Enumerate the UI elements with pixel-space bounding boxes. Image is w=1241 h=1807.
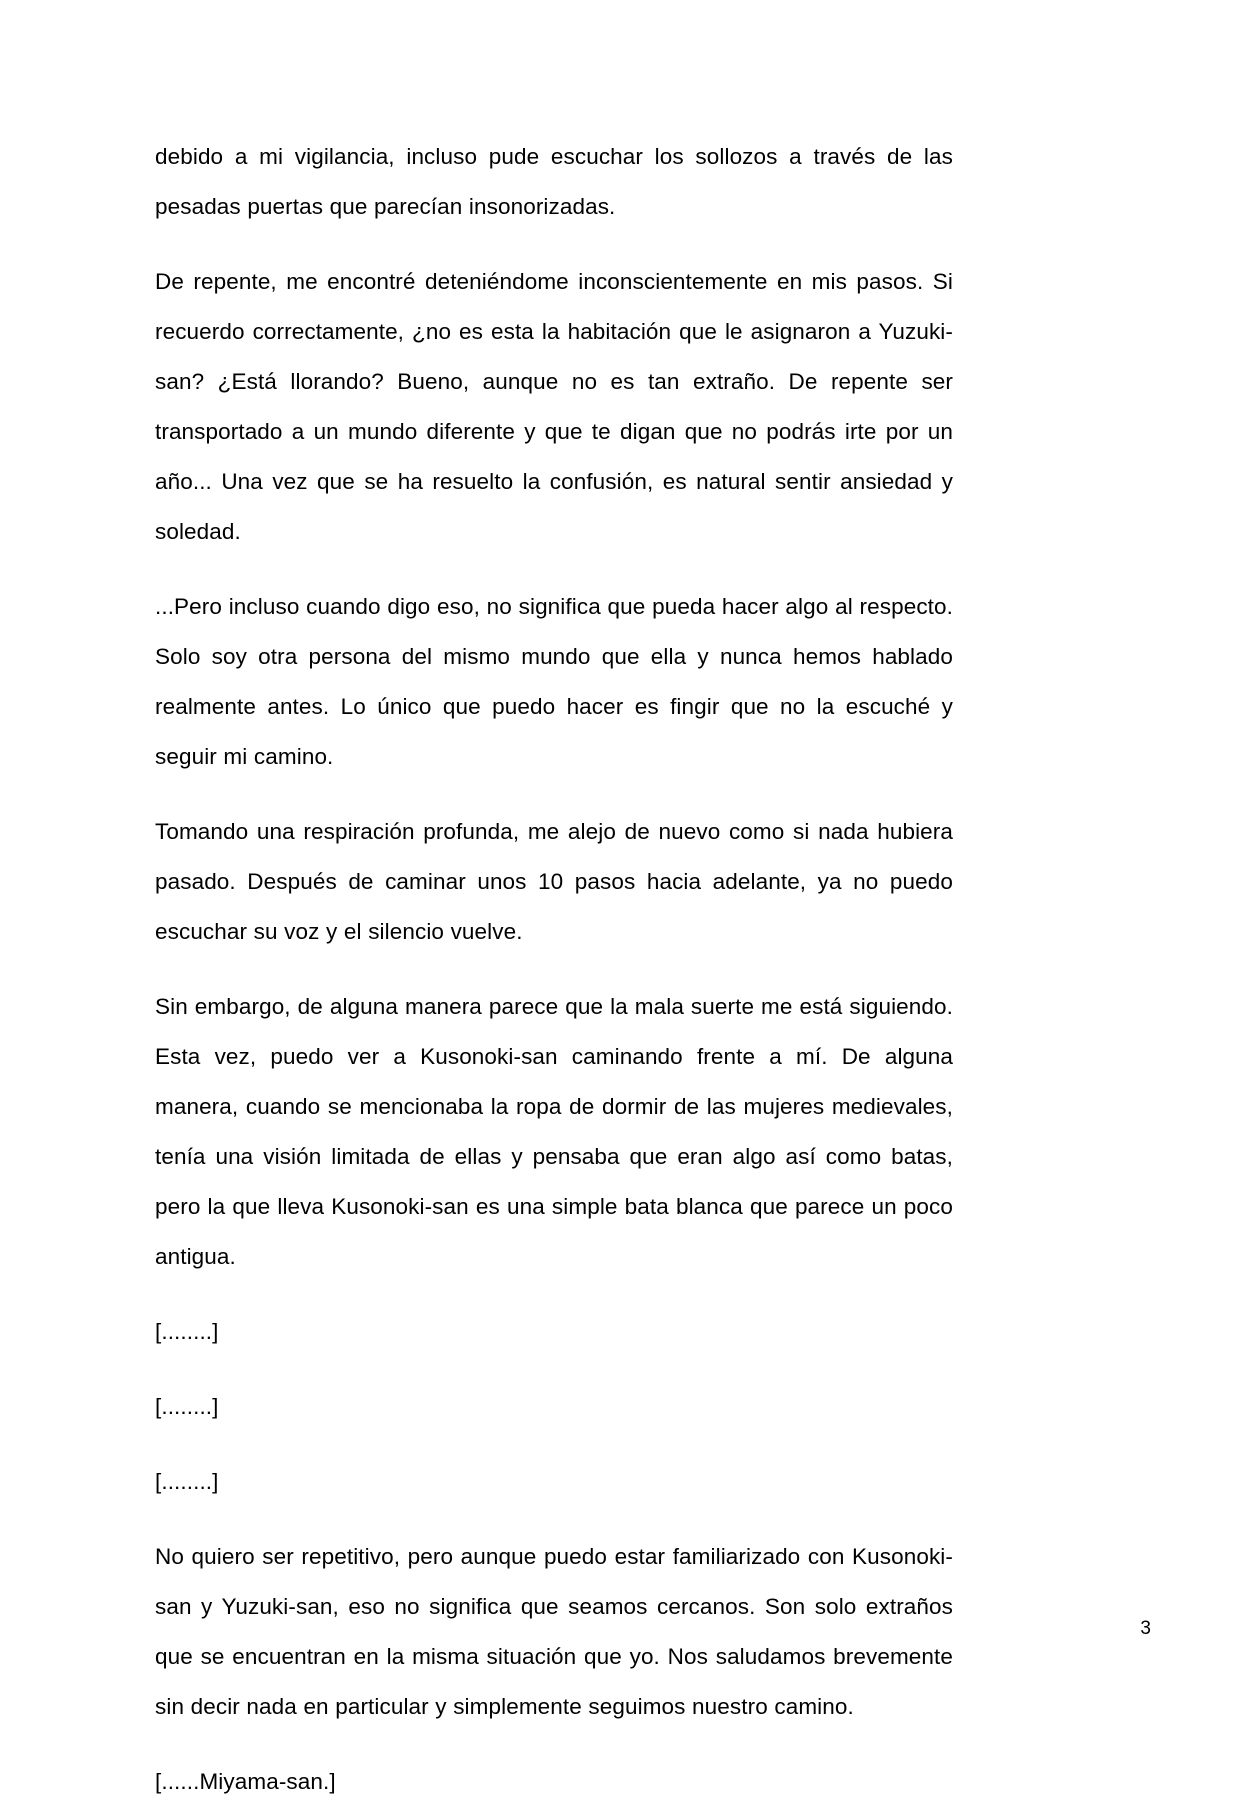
page-body-text xyxy=(155,132,953,1807)
paragraph: ...Pero incluso cuando digo eso, no significa que pueda hacer algo al respecto. Solo soy otra persona del mismo mundo que ella y nunca hemos hablado realmente antes. Lo único que puedo hacer es fingir que no la escuché y seguir mi camino. xyxy=(155,594,953,769)
paragraph: Sin embargo, de alguna manera parece que la mala suerte me está siguiendo. Esta vez, puedo ver a Kusonoki-san caminando frente a mí. De alguna manera, cuando se mencionaba la ropa de dormir de las mujeres medievales, tenía una visión limitada de ellas y pensaba que eran algo así como batas, pero la que lleva Kusonoki-san es una simple bata blanca que parece un poco antigua. xyxy=(155,994,953,1269)
paragraph: Tomando una respiración profunda, me alejo de nuevo como si nada hubiera pasado. Después de caminar unos 10 pasos hacia adelante, ya no puedo escuchar su voz y el silencio vuelve. xyxy=(155,819,953,944)
paragraph-placeholder: [........] xyxy=(155,1394,219,1419)
paragraph-placeholder: [........] xyxy=(155,1469,219,1494)
paragraph: De repente, me encontré deteniéndome inconscientemente en mis pasos. Si recuerdo correctamente, ¿no es esta la habitación que le asignaron a Yuzuki-san? ¿Está llorando? Bueno, aunque no es tan extraño. De repente ser transportado a un mundo diferente y que te digan que no podrás irte por un año... Una vez que se ha resuelto la confusión, es natural sentir ansiedad y soledad. xyxy=(155,269,953,544)
paragraph-placeholder: [........] xyxy=(155,1319,219,1344)
paragraph: debido a mi vigilancia, incluso pude escuchar los sollozos a través de las pesadas puertas que parecían insonorizadas. xyxy=(155,144,953,219)
paragraph-dialogue: [......Miyama-san.] xyxy=(155,1769,336,1794)
page-number: 3 xyxy=(1140,1618,1151,1639)
paragraph: No quiero ser repetitivo, pero aunque puedo estar familiarizado con Kusonoki-san y Yuzuki-san, eso no significa que seamos cercanos. Son solo extraños que se encuentran en la misma situación que yo. Nos saludamos brevemente sin decir nada en particular y simplemente seguimos nuestro camino. xyxy=(155,1544,953,1719)
